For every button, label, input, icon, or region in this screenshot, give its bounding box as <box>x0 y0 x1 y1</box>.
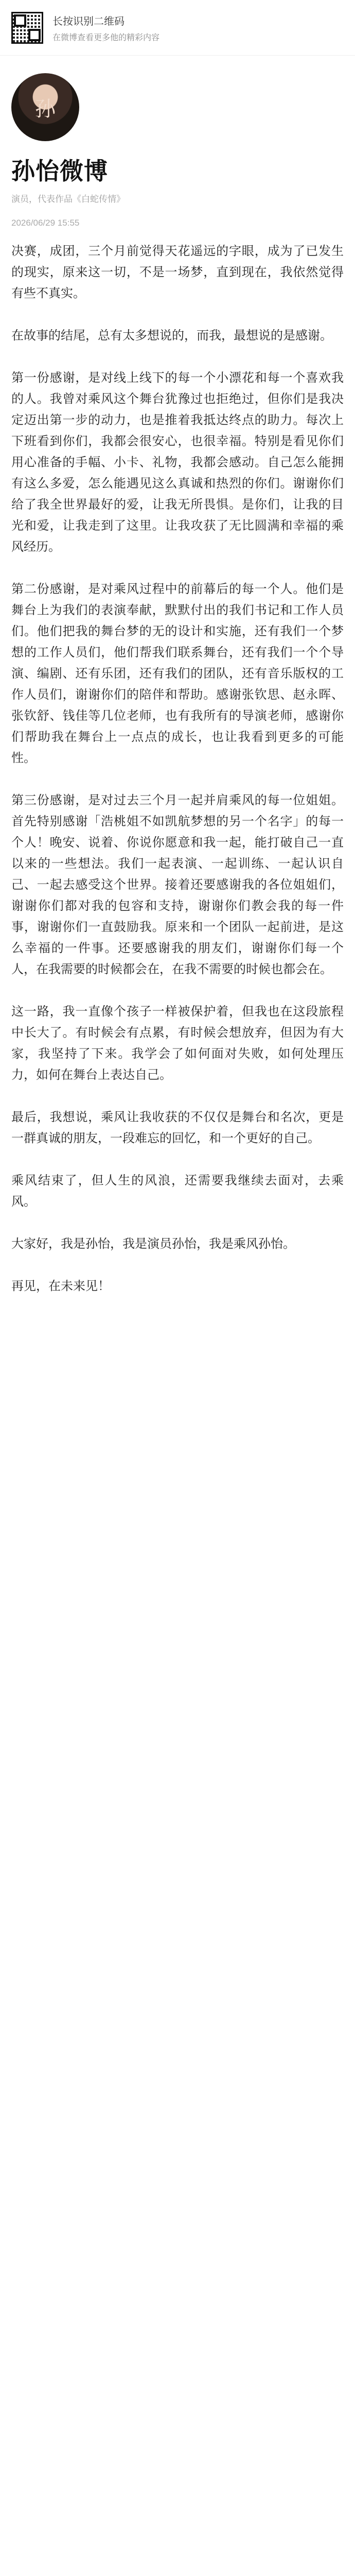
paragraph-8: 乘风结束了，但人生的风浪，还需要我继续去面对，去乘风。 <box>11 1174 344 1209</box>
paragraph-7: 最后，我想说，乘风让我收获的不仅仅是舞台和名次，更是一群真诚的朋友，一段难忘的回忆，和一个更好的自己。 <box>11 1110 344 1145</box>
qr-banner-text <box>52 13 159 43</box>
paragraph-4: 第二份感谢，是对乘风过程中的前幕后的每一个人。他们是舞台上为我们的表演奉献，默默付出的我们书记和工作人员们。他们把我的舞台梦的无的设计和实施，还有我们一个梦想的工作人员们，他们帮我们联系舞台，还有我们一个个导演、编剧、还有乐团，还有我们的团队，还有音乐版权的工作人员们，谢谢你们的陪伴和帮助。感谢张钦思、赵永晖、张钦舒、钱佳等几位老师，也有我所有的导演老师，感谢你们帮助我在舞台上一点点的成长，也让我看到更多的可能性。 <box>11 582 344 765</box>
profile-bio: 演员，代表作品《白蛇传情》 <box>11 194 125 204</box>
post-timestamp: 2026/06/29 15:55 <box>11 218 80 228</box>
paragraph-2: 在故事的结尾，总有太多想说的，而我，最想说的是感谢。 <box>11 329 332 343</box>
paragraph-1: 决赛，成团，三个月前觉得天花遥远的字眼，成为了已发生的现实，原来这一切，不是一场梦，直到现在，我依然觉得有些不真实。 <box>11 244 344 300</box>
avatar-initial: 孙 <box>35 97 56 121</box>
paragraph-9: 大家好，我是孙怡，我是演员孙怡，我是乘风孙怡。 <box>11 1237 295 1251</box>
paragraph-10: 再见，在未来见！ <box>11 1279 110 1293</box>
paragraph-6: 这一路，我一直像个孩子一样被保护着，但我也在这段旅程中长大了。有时候会有点累，有时候会想放弃，但因为有大家，我坚持了下来。我学会了如何面对失败，如何处理压力，如何在舞台上表达自己。 <box>11 1005 344 1082</box>
username[interactable]: 孙怡微博 <box>11 158 108 184</box>
paragraph-3: 第一份感谢，是对线上线下的每一个小漂花和每一个喜欢我的人。我曾对乘风这个舞台犹豫过也拒绝过，但你们是我决定迈出第一步的动力，也是推着我抵达终点的助力。每次上下班看到你们，我都会很安心，也很幸福。特别是看见你们用心准备的手幅、小卡、礼物，我都会感动。自己怎么能拥有这么多爱，怎么能遇见这么真诚和热烈的你们。谢谢你们给了我全世界最好的爱，让我无所畏惧。是你们，让我的目光和爱，让我走到了这里。让我攻获了无比圆满和幸福的乘风经历。 <box>11 371 344 554</box>
qr-banner[interactable] <box>0 0 355 56</box>
profile-section <box>0 56 355 233</box>
paragraph-5: 第三份感谢，是对过去三个月一起并肩乘风的每一位姐姐。首先特别感谢「浩桃姐不如凯航梦想的另一个名字」的每一个人！晚安、说着、你说你愿意和我一起，能打破自己一直以来的一些想法。我们一起表演、一起训练、一起认识自己、一起去感受这个世界。接着还要感谢我的各位姐姐们，谢谢你们都对我的包容和支持，谢谢你们教会我的每一件事，谢谢你们一直鼓励我。原来和一个团队一起前进，是这么幸福的一件事。还要感谢我的朋友们，谢谢你们每一个人，在我需要的时候都会在，在我不需要的时候也都会在。 <box>11 793 344 976</box>
qr-code-icon[interactable] <box>11 12 43 44</box>
post-content <box>0 233 355 1297</box>
qr-banner-subtitle: 在微博查看更多他的精彩内容 <box>52 33 160 42</box>
qr-banner-title: 长按识别二维码 <box>52 15 125 27</box>
avatar[interactable] <box>11 73 79 141</box>
